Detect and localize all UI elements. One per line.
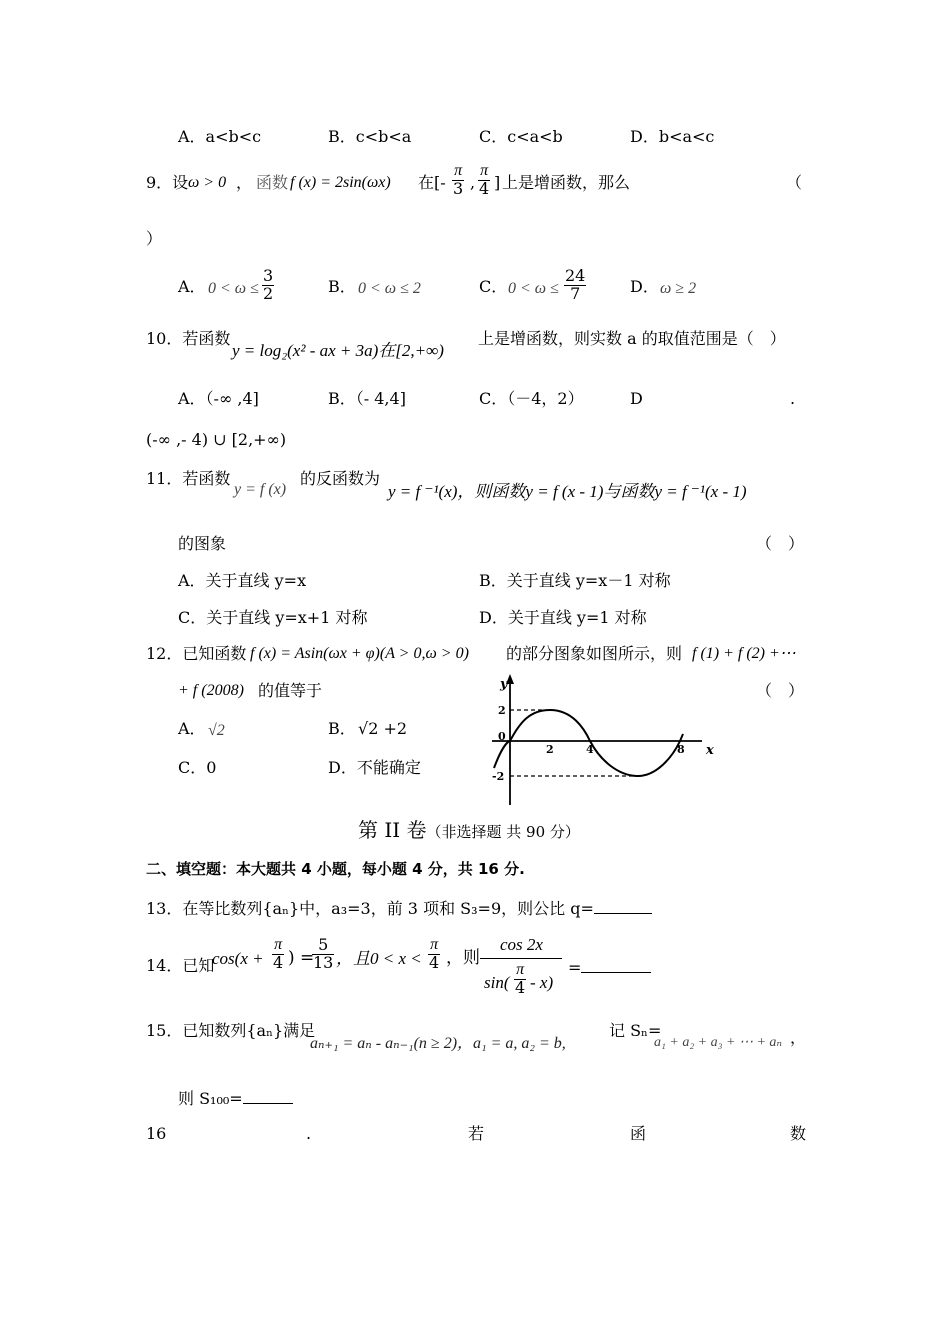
q9-option-d-label: D． <box>630 277 659 296</box>
q16-word-1: 若 <box>468 1124 485 1143</box>
q9-option-c-label: C． <box>479 277 508 296</box>
q11-option-a: A．关于直线 y=x <box>178 571 307 590</box>
q14-big-fraction <box>478 936 564 1000</box>
q9-answer-paren-close: ） <box>146 229 163 248</box>
q14-den-pi: π <box>514 962 526 980</box>
q14-fraction-bar <box>480 958 562 959</box>
q9-interval-sep: , <box>470 173 476 192</box>
q11-mid-text: 的反函数为 <box>300 469 381 488</box>
q14-answer-blank <box>581 958 651 973</box>
q9-option-c-denominator: 7 <box>570 283 581 303</box>
graph-x-label: x <box>706 743 714 758</box>
q9-option-a-fraction <box>262 268 274 303</box>
q8-option-b: B．c<b<a <box>328 127 412 146</box>
q15-line2 <box>178 1089 293 1107</box>
q14-den-four: 4 <box>515 977 526 997</box>
q16-dot: . <box>306 1124 312 1143</box>
q11-number: 11．若函数 <box>146 469 231 488</box>
q12-option-b: √2 +2 <box>358 719 408 738</box>
q10-option-c: C．（－4，2） <box>479 389 584 408</box>
graph-origin: 0 <box>498 730 506 743</box>
q9-denominator-3: 3 <box>453 178 464 198</box>
q9-option-b-expr: 0 < ω ≤ 2 <box>358 280 421 297</box>
q8-option-d: D．b<a<c <box>630 127 715 146</box>
q9-answer-paren-open: （ <box>786 173 803 192</box>
q9-number: 9．设 <box>146 173 189 192</box>
q9-option-c-fraction <box>564 268 586 303</box>
q13-question: 13．在等比数列{aₙ}中，a₃=3，前 3 项和 S₃=9，则公比 q= <box>146 899 594 918</box>
q9-interval-fraction-2 <box>478 163 490 198</box>
q12-sum: f (1) + f (2) +⋯ <box>692 645 796 662</box>
q14-four-a: 4 <box>273 952 284 972</box>
q12-option-a-label: A． <box>178 719 206 738</box>
q11-option-d: D．关于直线 y=1 对称 <box>479 608 647 627</box>
q14-n13: 13 <box>313 952 334 972</box>
q15-sum: a₁ + a₂ + a₃ + ⋯ + aₙ <box>654 1035 783 1050</box>
q14-n5: 5 <box>312 937 334 955</box>
graph-x-tick-4: 4 <box>586 743 594 756</box>
q14-den-right: - x) <box>530 973 554 992</box>
q14-answer-equals: = <box>568 958 582 977</box>
q14-then: ，则 <box>446 948 480 968</box>
graph-y-label: y <box>500 677 508 692</box>
q9-option-a-label: A． <box>178 277 206 296</box>
q14-number: 14．已知 <box>146 956 215 975</box>
q14-condition: ，且0 < x < <box>336 949 422 968</box>
q12-option-a: √2 <box>208 722 225 739</box>
q10-option-d-expr: (-∞ ,- 4) ∪ [2,+∞) <box>146 430 287 449</box>
q11-function: y = f (x) <box>234 481 287 498</box>
q9-tail-text: 上是增函数，那么 <box>502 173 631 192</box>
q9-interval-start: 在[- <box>418 173 446 192</box>
section-2-title <box>358 820 580 840</box>
q9-option-d-expr: ω ≥ 2 <box>660 280 697 297</box>
q14-numerator: cos 2x <box>500 935 543 954</box>
q12-tail-text: 的部分图象如图所示，则 <box>506 644 683 663</box>
q12-line2-text: 的值等于 <box>258 681 323 700</box>
q12-sine-graph <box>480 672 720 808</box>
q9-option-b-label: B． <box>328 277 356 296</box>
q14-cos-left: cos(x + <box>212 949 264 968</box>
q12-expression: f (x) = Asin(ωx + φ)(A > 0,ω > 0) <box>250 645 469 662</box>
q12-number: 12．已知函数 <box>146 644 247 663</box>
q14-equals: ) = <box>288 948 315 968</box>
q14-pi-over-4-a <box>272 937 284 972</box>
q9-pi-1: π <box>452 163 464 181</box>
q15-end: ， <box>790 1028 807 1047</box>
q10-option-b: B．（- 4,4] <box>328 389 406 408</box>
graph-x-tick-8: 8 <box>677 743 685 756</box>
q13-text <box>146 899 652 917</box>
q9-omega-condition: ω > 0 <box>188 174 227 191</box>
q16-word-3: 数 <box>790 1124 807 1143</box>
q15-number: 15．已知数列{aₙ}满足 <box>146 1021 316 1040</box>
q15-s100: 则 S₁₀₀= <box>178 1089 243 1108</box>
section-2-heading: 第 II 卷 <box>358 818 427 842</box>
q14-pi-b: π <box>428 937 440 955</box>
q11-option-c: C．关于直线 y=x+1 对称 <box>178 608 368 627</box>
q13-answer-blank <box>594 899 652 914</box>
q10-option-d-dot: . <box>790 389 796 408</box>
q14-four-b: 4 <box>429 952 440 972</box>
q9-option-c-expr: 0 < ω ≤ <box>508 280 559 297</box>
graph-x-tick-2: 2 <box>546 743 554 756</box>
q9-func-text: 函数 <box>256 173 289 192</box>
q14-five-thirteenths <box>312 937 334 972</box>
q10-tail-text: 上是增函数，则实数 a 的取值范围是（ ） <box>478 329 786 348</box>
q9-interval-fraction-1 <box>452 163 464 198</box>
q15-answer-blank <box>243 1089 293 1104</box>
q10-option-d-label: D <box>630 389 643 408</box>
q11-option-b: B．关于直线 y=x－1 对称 <box>479 571 671 590</box>
q12-option-d: D．不能确定 <box>328 758 421 777</box>
q14-den-pi-over-4 <box>514 962 526 997</box>
q10-number: 10．若函数 <box>146 329 231 348</box>
q11-line2: 的图象 <box>178 534 227 553</box>
q14-pi-a: π <box>272 937 284 955</box>
q9-option-a-denominator: 2 <box>263 283 274 303</box>
q9-option-a-numerator: 3 <box>263 266 274 285</box>
q9-denominator-4: 4 <box>479 178 490 198</box>
q8-option-a: A．a<b<c <box>178 127 262 146</box>
q14-pi-over-4-b <box>428 937 440 972</box>
q11-expression: y = f ⁻¹(x)，则函数y = f (x - 1)与函数y = f ⁻¹(x - 1) <box>388 482 747 501</box>
q12-option-b-label: B． <box>328 719 356 738</box>
graph-tick-2: 2 <box>498 704 506 717</box>
q10-expression: y = log₂(x² - ax + 3a)在[2,+∞) <box>232 341 444 360</box>
q8-option-c: C．c<a<b <box>479 127 563 146</box>
q15-recurrence: aₙ₊₁ = aₙ - aₙ₋₁(n ≥ 2)，a₁ = a, a₂ = b, <box>310 1035 566 1052</box>
q9-comma: ， <box>236 173 253 192</box>
q9-pi-2: π <box>478 163 490 181</box>
q15-ji: 记 Sₙ= <box>609 1021 662 1040</box>
q9-option-c-numerator: 24 <box>565 266 586 285</box>
q12-answer-paren: （ ） <box>756 681 805 700</box>
q14-den-left: sin( <box>484 973 510 992</box>
q9-option-a-expr: 0 < ω ≤ <box>208 280 259 297</box>
q11-answer-paren: （ ） <box>756 534 805 553</box>
q14-answer <box>568 958 651 976</box>
section-2-subtitle: （非选择题 共 90 分） <box>426 823 580 841</box>
q16-word-2: 函 <box>630 1124 647 1143</box>
fill-in-heading: 二、填空题：本大题共 4 小题，每小题 4 分，共 16 分. <box>146 860 525 878</box>
q9-function-expression: f (x) = 2sin(ωx) <box>290 174 391 191</box>
q12-line2-expr: + f (2008) <box>178 682 244 699</box>
graph-tick-minus-2: -2 <box>492 770 505 783</box>
q12-option-c: C．0 <box>178 758 217 777</box>
q10-option-a: A．（-∞ ,4] <box>178 389 259 408</box>
q16-number: 16 <box>146 1124 167 1143</box>
q9-interval-close: ] <box>494 173 501 192</box>
